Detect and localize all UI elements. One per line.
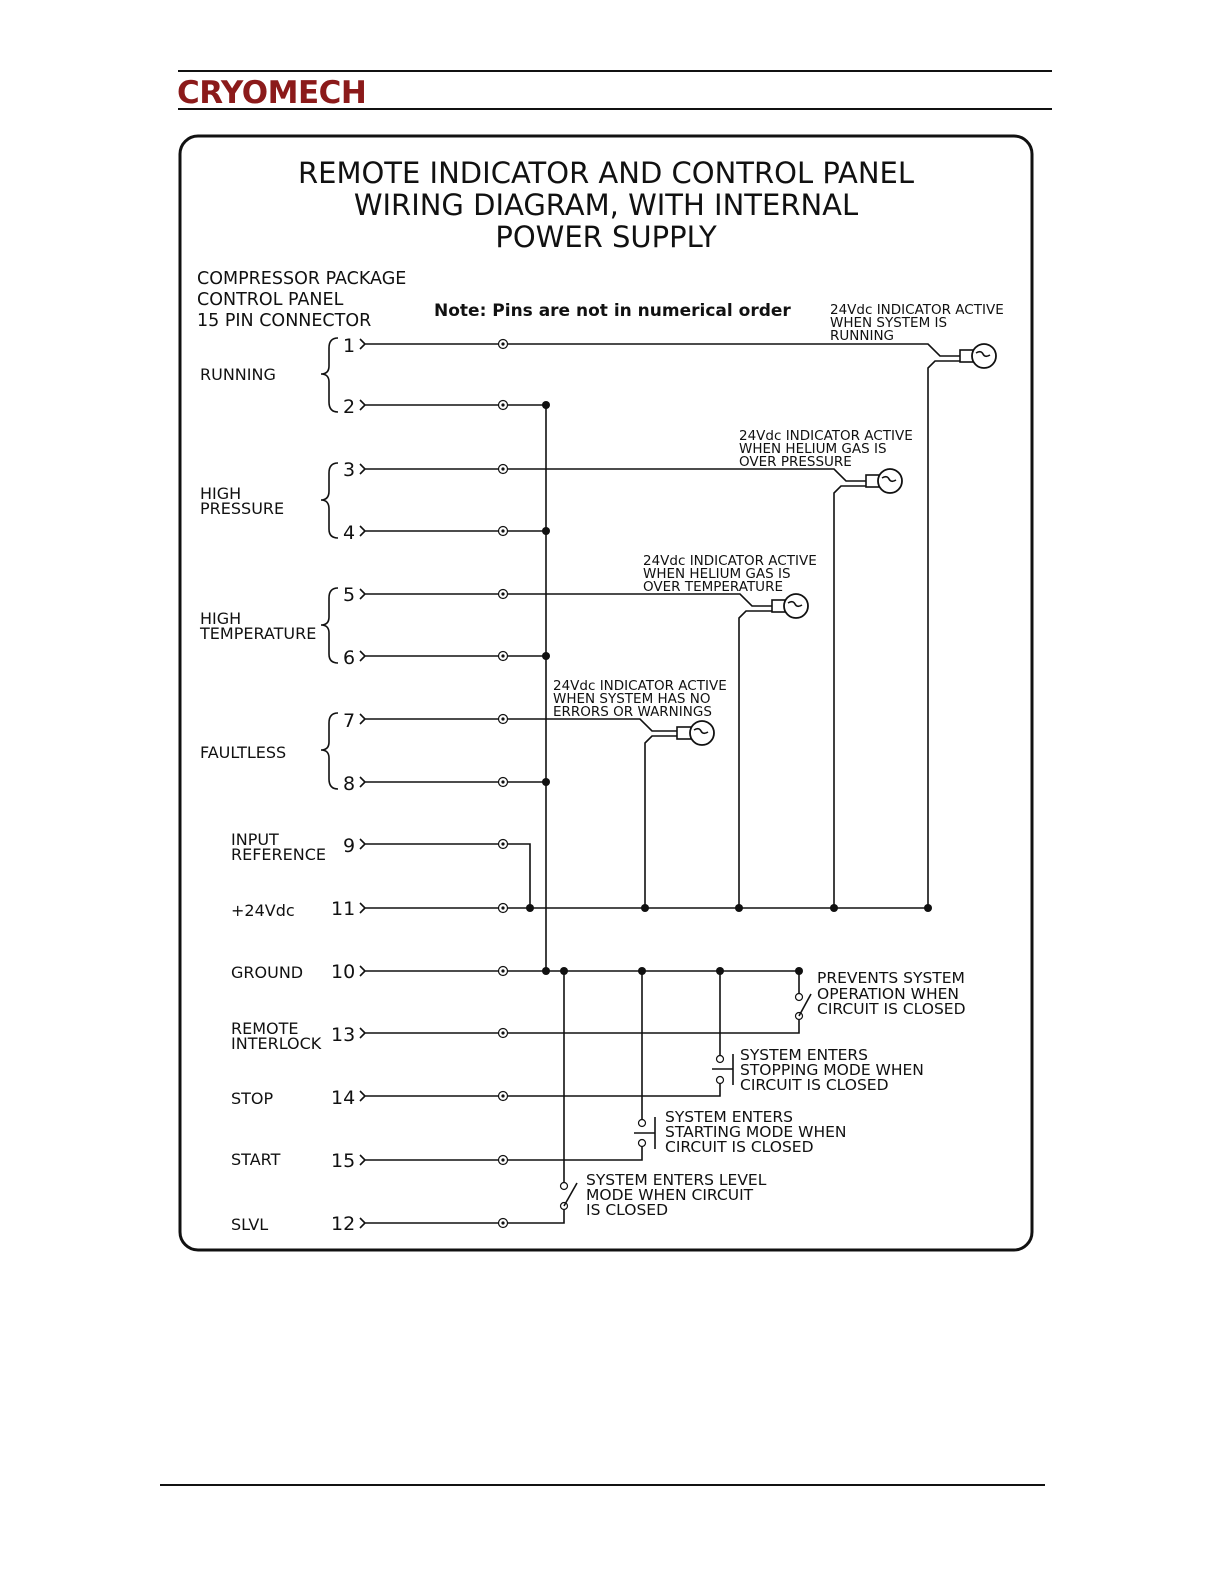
pin-10: 10 — [331, 961, 356, 983]
pin-13: 13 — [331, 1024, 356, 1046]
brace-high-pressure — [321, 463, 338, 538]
indicator-temperature-text-2: WHEN HELIUM GAS IS — [643, 566, 791, 582]
switch-slvl-text-3: IS CLOSED — [586, 1201, 669, 1219]
indicator-pressure-text-3: OVER PRESSURE — [739, 454, 852, 470]
switch-start — [634, 1117, 655, 1149]
diagram-title-line-1: REMOTE INDICATOR AND CONTROL PANEL — [297, 156, 915, 190]
pin-14: 14 — [331, 1087, 356, 1109]
pin-6: 6 — [343, 647, 356, 669]
group-label-faultless: FAULTLESS — [200, 743, 287, 762]
signal-label-24vdc: +24Vdc — [231, 901, 295, 920]
indicator-lamp-faultless — [677, 721, 714, 745]
signal-label-stop: STOP — [231, 1089, 274, 1108]
brace-running — [321, 338, 338, 412]
diagram-title-line-2: WIRING DIAGRAM, WITH INTERNAL — [353, 188, 859, 222]
indicator-lamp-running — [960, 344, 996, 368]
switch-remote-interlock — [796, 994, 812, 1020]
indicator-faultless-text-2: WHEN SYSTEM HAS NO — [553, 691, 711, 707]
indicator-faultless-text-1: 24Vdc INDICATOR ACTIVE — [553, 678, 727, 694]
switch-start-text-2: STARTING MODE WHEN — [665, 1123, 847, 1141]
company-logo: CRYOMECH — [177, 75, 367, 111]
indicator-pressure-text-2: WHEN HELIUM GAS IS — [739, 441, 887, 457]
terminal-markers — [499, 340, 508, 1228]
pin-9: 9 — [343, 835, 356, 857]
signal-label-input-reference-1: INPUT — [231, 830, 279, 849]
pin-12: 12 — [331, 1213, 356, 1235]
indicator-faultless-text-3: ERRORS OR WARNINGS — [553, 704, 712, 720]
switch-stop-text-3: CIRCUIT IS CLOSED — [740, 1076, 889, 1094]
signal-label-remote-interlock-1: REMOTE — [231, 1019, 299, 1038]
connector-label-line-1: COMPRESSOR PACKAGE — [197, 269, 407, 289]
pin-3: 3 — [343, 459, 356, 481]
indicator-running-text-3: RUNNING — [830, 328, 894, 344]
diagram-title-line-3: POWER SUPPLY — [495, 220, 717, 254]
pin-11: 11 — [331, 898, 356, 920]
connector-label-line-2: CONTROL PANEL — [197, 290, 344, 310]
indicator-lamp-high-pressure — [866, 469, 902, 493]
signal-label-remote-interlock-2: INTERLOCK — [231, 1034, 322, 1053]
switch-stop-text-1: SYSTEM ENTERS — [740, 1046, 868, 1064]
group-label-high-pressure-2: PRESSURE — [200, 499, 285, 518]
connector-label-line-3: 15 PIN CONNECTOR — [197, 311, 372, 331]
switch-start-text-1: SYSTEM ENTERS — [665, 1108, 793, 1126]
pin-5: 5 — [343, 584, 356, 606]
switch-slvl-text-1: SYSTEM ENTERS LEVEL — [586, 1171, 767, 1189]
switch-start-text-3: CIRCUIT IS CLOSED — [665, 1138, 814, 1156]
signal-label-ground: GROUND — [231, 963, 304, 982]
pin-order-note: Note: Pins are not in numerical order — [434, 301, 791, 321]
pin-7: 7 — [343, 710, 356, 732]
group-label-running: RUNNING — [200, 365, 276, 384]
indicator-temperature-text-3: OVER TEMPERATURE — [643, 579, 783, 595]
switch-interlock-text-3: CIRCUIT IS CLOSED — [817, 1000, 966, 1018]
group-label-high-pressure-1: HIGH — [200, 484, 242, 503]
pin-1: 1 — [343, 335, 356, 357]
indicator-temperature-text-1: 24Vdc INDICATOR ACTIVE — [643, 553, 817, 569]
indicator-pressure-text-1: 24Vdc INDICATOR ACTIVE — [739, 428, 913, 444]
switch-interlock-text-1: PREVENTS SYSTEM — [817, 969, 965, 987]
indicator-running-text-2: WHEN SYSTEM IS — [830, 315, 948, 331]
pin-4: 4 — [343, 522, 356, 544]
switch-slvl — [561, 1183, 578, 1210]
pin-2: 2 — [343, 396, 356, 418]
indicator-lamp-high-temperature — [772, 594, 808, 618]
pin-8: 8 — [343, 773, 356, 795]
pin-wires — [360, 339, 960, 1228]
signal-label-slvl: SLVL — [231, 1215, 269, 1234]
switch-slvl-text-2: MODE WHEN CIRCUIT — [586, 1186, 754, 1204]
signal-label-start: START — [231, 1150, 281, 1169]
brace-high-temperature — [321, 588, 338, 663]
signal-label-input-reference-2: REFERENCE — [231, 845, 327, 864]
indicator-running-text-1: 24Vdc INDICATOR ACTIVE — [830, 302, 1004, 318]
group-label-high-temperature-1: HIGH — [200, 609, 242, 628]
group-label-high-temperature-2: TEMPERATURE — [200, 624, 317, 643]
switch-interlock-text-2: OPERATION WHEN — [817, 985, 960, 1003]
switch-stop — [712, 1054, 733, 1085]
switch-stop-text-2: STOPPING MODE WHEN — [740, 1061, 924, 1079]
pin-15: 15 — [331, 1150, 356, 1172]
brace-faultless — [321, 713, 338, 789]
